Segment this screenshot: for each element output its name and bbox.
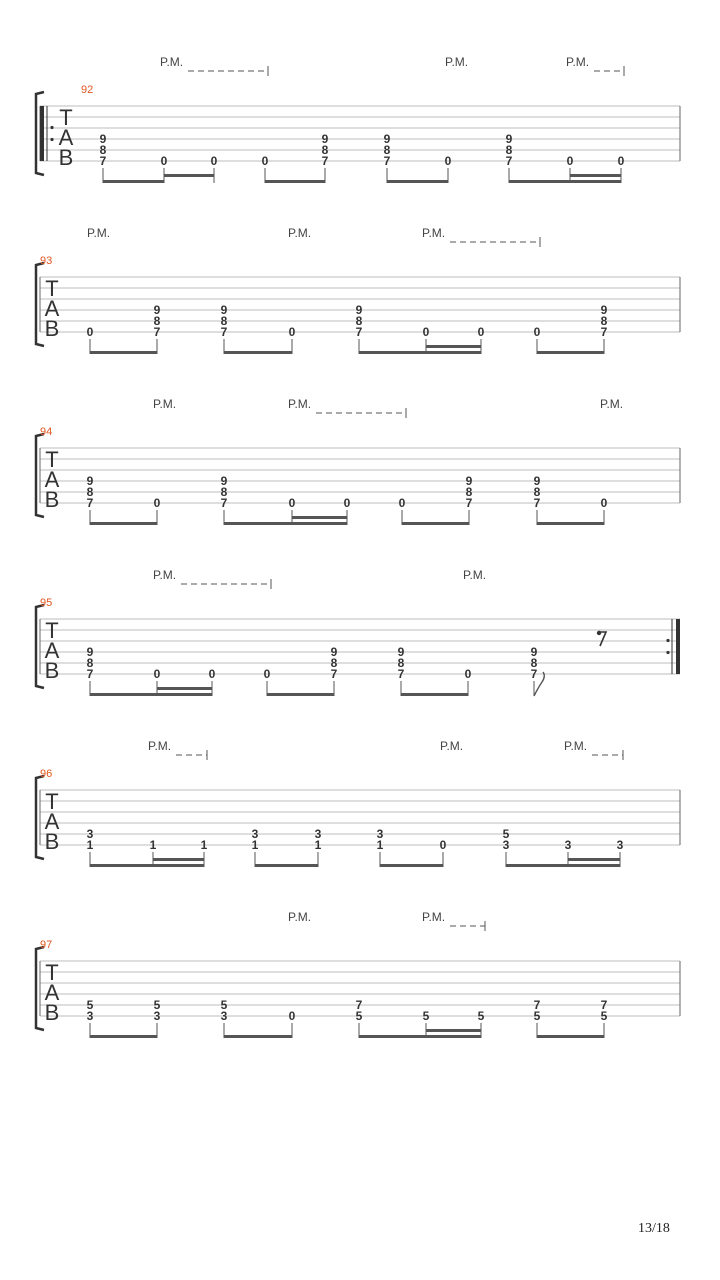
fret-number: 7 xyxy=(355,325,363,339)
fret-number: 9 xyxy=(355,303,363,317)
beam xyxy=(402,522,469,525)
palm-mute-label: P.M. xyxy=(600,397,624,411)
sixteenth-beam xyxy=(570,174,621,177)
tab-clef-letter: B xyxy=(44,487,60,512)
beam xyxy=(537,522,604,525)
palm-mute-label: P.M. xyxy=(422,910,446,924)
fret-number: 9 xyxy=(321,132,329,146)
tab-clef-letter: T xyxy=(45,960,59,985)
tab-clef-letter: B xyxy=(44,1000,60,1025)
beam xyxy=(224,522,347,525)
fret-number: 0 xyxy=(343,496,351,510)
fret-number: 0 xyxy=(444,154,452,168)
fret-number: 8 xyxy=(533,485,541,499)
fret-number: 8 xyxy=(397,656,405,670)
fret-number: 0 xyxy=(263,667,271,681)
beam xyxy=(537,1035,604,1038)
beam xyxy=(359,351,481,354)
beam xyxy=(255,864,318,867)
fret-number: 5 xyxy=(422,1009,430,1023)
fret-number: 9 xyxy=(533,474,541,488)
fret-number: 7 xyxy=(86,496,94,510)
fret-number: 7 xyxy=(383,154,391,168)
fret-number: 9 xyxy=(86,645,94,659)
palm-mute-label: P.M. xyxy=(463,568,487,582)
fret-number: 3 xyxy=(220,1009,228,1023)
fret-number: 8 xyxy=(330,656,338,670)
tab-clef-letter: A xyxy=(44,296,60,321)
fret-number: 0 xyxy=(160,154,168,168)
fret-number: 3 xyxy=(616,838,624,852)
fret-number: 9 xyxy=(383,132,391,146)
beam xyxy=(506,864,620,867)
palm-mute-label: P.M. xyxy=(153,568,177,582)
beam xyxy=(90,522,157,525)
fret-number: 9 xyxy=(330,645,338,659)
fret-number: 8 xyxy=(600,314,608,328)
tab-clef-letter: A xyxy=(58,125,74,150)
fret-number: 7 xyxy=(153,325,161,339)
fret-number: 5 xyxy=(600,1009,608,1023)
fret-number: 3 xyxy=(251,827,259,841)
fret-number: 7 xyxy=(220,496,228,510)
fret-number: 9 xyxy=(153,303,161,317)
beam xyxy=(401,693,468,696)
fret-number: 8 xyxy=(383,143,391,157)
sixteenth-beam xyxy=(157,687,212,690)
fret-number: 1 xyxy=(149,838,157,852)
tab-clef-letter: T xyxy=(59,105,73,130)
palm-mute-label: P.M. xyxy=(87,226,111,240)
fret-number: 8 xyxy=(86,485,94,499)
fret-number: 5 xyxy=(355,1009,363,1023)
fret-number: 7 xyxy=(505,154,513,168)
repeat-start-thick-bar xyxy=(40,106,44,161)
fret-number: 8 xyxy=(99,143,107,157)
fret-number: 0 xyxy=(208,667,216,681)
eighth-rest-dot xyxy=(597,631,601,635)
fret-number: 9 xyxy=(220,474,228,488)
fret-number: 9 xyxy=(86,474,94,488)
tab-clef-letter: B xyxy=(44,658,60,683)
fret-number: 8 xyxy=(321,143,329,157)
fret-number: 1 xyxy=(200,838,208,852)
fret-number: 7 xyxy=(600,325,608,339)
sixteenth-beam xyxy=(426,345,481,348)
fret-number: 3 xyxy=(376,827,384,841)
tab-clef-letter: A xyxy=(44,638,60,663)
fret-number: 7 xyxy=(220,325,228,339)
fret-number: 9 xyxy=(505,132,513,146)
palm-mute-label: P.M. xyxy=(288,910,312,924)
fret-number: 9 xyxy=(397,645,405,659)
fret-number: 3 xyxy=(86,1009,94,1023)
fret-number: 0 xyxy=(533,325,541,339)
fret-number: 0 xyxy=(288,1009,296,1023)
measure-number: 96 xyxy=(40,768,53,780)
tab-clef-letter: A xyxy=(44,980,60,1005)
tab-clef-letter: B xyxy=(44,316,60,341)
fret-number: 0 xyxy=(288,325,296,339)
beam xyxy=(380,864,443,867)
fret-number: 7 xyxy=(465,496,473,510)
fret-number: 0 xyxy=(464,667,472,681)
fret-number: 5 xyxy=(220,998,228,1012)
fret-number: 0 xyxy=(422,325,430,339)
beam xyxy=(103,180,164,183)
fret-number: 0 xyxy=(439,838,447,852)
fret-number: 5 xyxy=(153,998,161,1012)
repeat-dot xyxy=(50,126,53,129)
fret-number: 7 xyxy=(530,667,538,681)
fret-number: 7 xyxy=(600,998,608,1012)
palm-mute-label: P.M. xyxy=(153,397,177,411)
fret-number: 9 xyxy=(600,303,608,317)
measure-number: 92 xyxy=(81,84,94,96)
page-number: 13/18 xyxy=(638,1221,670,1236)
fret-number: 8 xyxy=(530,656,538,670)
fret-number: 8 xyxy=(505,143,513,157)
beam xyxy=(90,1035,157,1038)
sixteenth-beam xyxy=(426,1029,481,1032)
sixteenth-beam xyxy=(292,516,347,519)
fret-number: 7 xyxy=(330,667,338,681)
fret-number: 7 xyxy=(533,998,541,1012)
fret-number: 8 xyxy=(220,485,228,499)
fret-number: 0 xyxy=(210,154,218,168)
fret-number: 8 xyxy=(86,656,94,670)
tab-clef-letter: T xyxy=(45,276,59,301)
tab-clef-letter: A xyxy=(44,809,60,834)
fret-number: 7 xyxy=(86,667,94,681)
fret-number: 1 xyxy=(86,838,94,852)
fret-number: 0 xyxy=(600,496,608,510)
fret-number: 0 xyxy=(617,154,625,168)
palm-mute-label: P.M. xyxy=(566,55,590,69)
fret-number: 0 xyxy=(86,325,94,339)
fret-number: 5 xyxy=(533,1009,541,1023)
fret-number: 3 xyxy=(502,838,510,852)
fret-number: 7 xyxy=(321,154,329,168)
beam xyxy=(359,1035,481,1038)
fret-number: 0 xyxy=(153,496,161,510)
beam xyxy=(90,864,204,867)
measure-number: 94 xyxy=(40,426,53,438)
beam xyxy=(537,351,604,354)
beam xyxy=(387,180,448,183)
palm-mute-label: P.M. xyxy=(445,55,469,69)
fret-number: 5 xyxy=(502,827,510,841)
fret-number: 8 xyxy=(220,314,228,328)
beam xyxy=(265,180,325,183)
fret-number: 1 xyxy=(314,838,322,852)
fret-number: 8 xyxy=(153,314,161,328)
fret-number: 0 xyxy=(153,667,161,681)
palm-mute-label: P.M. xyxy=(148,739,172,753)
beam xyxy=(224,1035,292,1038)
beam xyxy=(90,351,157,354)
fret-number: 7 xyxy=(533,496,541,510)
repeat-dot xyxy=(50,138,53,141)
fret-number: 1 xyxy=(251,838,259,852)
tab-clef-letter: A xyxy=(44,467,60,492)
fret-number: 0 xyxy=(477,325,485,339)
sixteenth-beam xyxy=(153,858,204,861)
beam xyxy=(267,693,334,696)
palm-mute-label: P.M. xyxy=(288,226,312,240)
palm-mute-label: P.M. xyxy=(288,397,312,411)
fret-number: 0 xyxy=(288,496,296,510)
fret-number: 5 xyxy=(86,998,94,1012)
measure-number: 93 xyxy=(40,255,53,267)
repeat-dot xyxy=(666,639,669,642)
fret-number: 3 xyxy=(86,827,94,841)
tab-clef-letter: T xyxy=(45,447,59,472)
sixteenth-beam xyxy=(164,174,214,177)
fret-number: 0 xyxy=(398,496,406,510)
fret-number: 0 xyxy=(261,154,269,168)
fret-number: 1 xyxy=(376,838,384,852)
fret-number: 3 xyxy=(564,838,572,852)
fret-number: 7 xyxy=(99,154,107,168)
palm-mute-label: P.M. xyxy=(160,55,184,69)
fret-number: 9 xyxy=(530,645,538,659)
fret-number: 9 xyxy=(465,474,473,488)
fret-number: 7 xyxy=(355,998,363,1012)
fret-number: 3 xyxy=(153,1009,161,1023)
fret-number: 7 xyxy=(397,667,405,681)
fret-number: 8 xyxy=(465,485,473,499)
sixteenth-beam xyxy=(568,858,620,861)
fret-number: 0 xyxy=(566,154,574,168)
tab-clef-letter: B xyxy=(58,145,74,170)
fret-number: 3 xyxy=(314,827,322,841)
repeat-end-thick-bar xyxy=(676,619,680,674)
measure-number: 95 xyxy=(40,597,53,609)
palm-mute-label: P.M. xyxy=(440,739,464,753)
palm-mute-label: P.M. xyxy=(564,739,588,753)
fret-number: 9 xyxy=(99,132,107,146)
beam xyxy=(509,180,621,183)
repeat-dot xyxy=(666,651,669,654)
palm-mute-label: P.M. xyxy=(422,226,446,240)
fret-number: 9 xyxy=(220,303,228,317)
tab-clef-letter: T xyxy=(45,618,59,643)
fret-number: 5 xyxy=(477,1009,485,1023)
fret-number: 8 xyxy=(355,314,363,328)
tab-clef-letter: T xyxy=(45,789,59,814)
beam xyxy=(90,693,212,696)
tab-clef-letter: B xyxy=(44,829,60,854)
measure-number: 97 xyxy=(40,939,53,951)
beam xyxy=(224,351,292,354)
